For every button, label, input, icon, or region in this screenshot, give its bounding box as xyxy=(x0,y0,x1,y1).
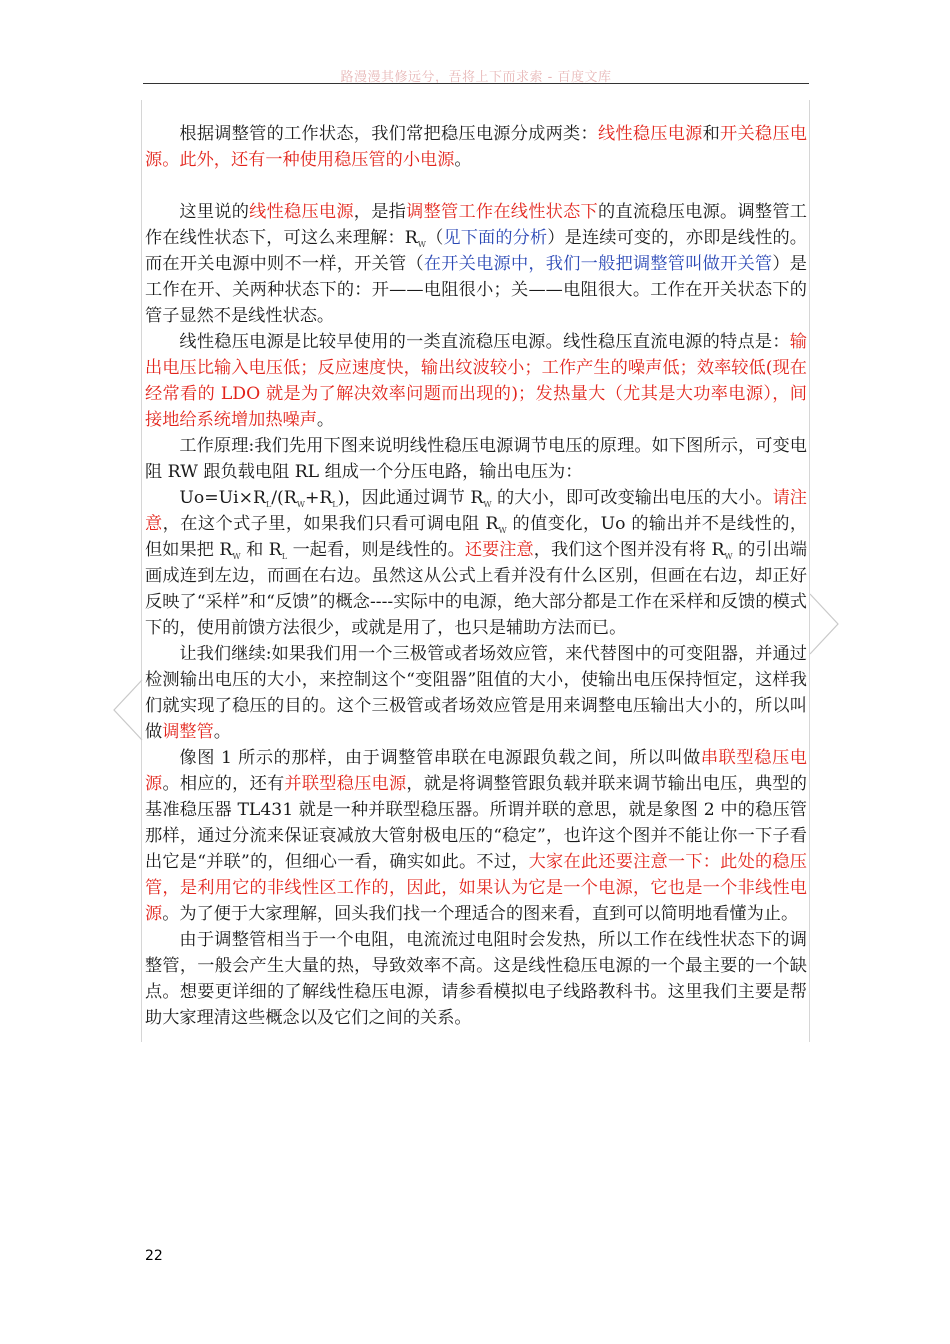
paragraph-8: 由于调整管相当于一个电阻，电流流过电阻时会发热，所以工作在线性状态下的调整管，一般会产生大量的热，导致效率不高。这是线性稳压电源的一个最主要的一个缺点。想要更详细的了解线性稳压电源，请参看模拟电子线路教科书。这里我们主要是帮助大家理清这些概念以及它们之间的关系。 xyxy=(145,930,807,1028)
watermark-header: 路漫漫其修远兮，吾将上下而求索 - 百度文库 xyxy=(340,70,612,85)
paragraph-2: 这里说的线性稳压电源，是指调整管工作在线性状态下的直流稳压电源。调整管工作在线性状态下，可这么来理解：$R_W$（见下面的分析）是连续可变的，亦即是线性的。而在开关电源中则不一样，开关管（在开关电源中，我们一般把调整管叫做开关管）是工作在开、关两种状态下的：开——电阻很小；关——电阻很大。工作在开关状态下的管子显然不是线性状态。 xyxy=(145,202,807,326)
paragraph-5-formula: $Uo=Ui\times R_L/(R_W+R_L)$，因此通过调节 $R_W$ 的大小，即可改变输出电压的大小。请注意，在这个式子里，如果我们只看可调电阻 $R_W$ 的值变化，Uo 的输出并不是线性的，但如果把 $R_W$ 和 $R_L$ 一起看，则是线性的。还要注意，我们这个图并没有将 $R_W$ 的引出端画成连到左边，而画在右边。虽然这从公式上看并没有什么区别，但画在右边，却正好反映了“采样”和“反馈”的概念----实际中的电源，绝大部分都是工作在采样和反馈的模式下的，使用前馈方法很少，或就是用了，也只是辅助方法而已。 xyxy=(145,488,808,638)
paragraph-3: 线性稳压电源是比较早使用的一类直流稳压电源。线性稳压直流电源的特点是：输出电压比输入电压低；反应速度快，输出纹波较小；工作产生的噪声低；效率较低(现在经常看的 LDO 就是为了解决效率问题而出现的)；发热量大（尤其是大功率电源），间接地给系统增加热噪声。 xyxy=(145,332,807,430)
chevron-left-icon[interactable] xyxy=(112,678,146,742)
paragraph-6: 让我们继续:如果我们用一个三极管或者场效应管，来代替图中的可变阻器，并通过检测输出电压的大小，来控制这个“变阻器”阻值的大小，使输出电压保持恒定，这样我们就实现了稳压的目的。这个三极管或者场效应管是用来调整电压输出大小的，所以叫做调整管。 xyxy=(145,644,807,742)
page-number: 22 xyxy=(145,1248,163,1264)
header-rule xyxy=(143,83,809,84)
paragraph-7: 像图 1 所示的那样，由于调整管串联在电源跟负载之间，所以叫做串联型稳压电源。相应的，还有并联型稳压电源，就是将调整管跟负载并联来调节输出电压，典型的基准稳压器 TL431 就是一种并联型稳压器。所谓并联的意思，就是象图 2 中的稳压管那样，通过分流来保证衰减放大管射极电压的“稳定”，也许这个图并不能让你一下子看出它是“并联”的，但细心一看，确实如此。不过，大家在此还要注意一下：此处的稳压管，是利用它的非线性区工作的，因此，如果认为它是一个电源，它也是一个非线性电源。为了便于大家理解，回头我们找一个理适合的图来看，直到可以简明地看懂为止。 xyxy=(145,748,807,924)
text-frame-left-edge xyxy=(141,100,142,1042)
paragraph-1: 根据调整管的工作状态，我们常把稳压电源分成两类：线性稳压电源和开关稳压电源。此外，还有一种使用稳压管的小电源。 xyxy=(145,124,807,170)
chevron-right-icon[interactable] xyxy=(806,592,840,656)
document-body xyxy=(145,121,807,1031)
text-frame-right-edge xyxy=(809,100,810,1042)
paragraph-4: 工作原理:我们先用下图来说明线性稳压电源调节电压的原理。如下图所示，可变电阻 RW 跟负载电阻 RL 组成一个分压电路，输出电压为： xyxy=(145,436,807,482)
